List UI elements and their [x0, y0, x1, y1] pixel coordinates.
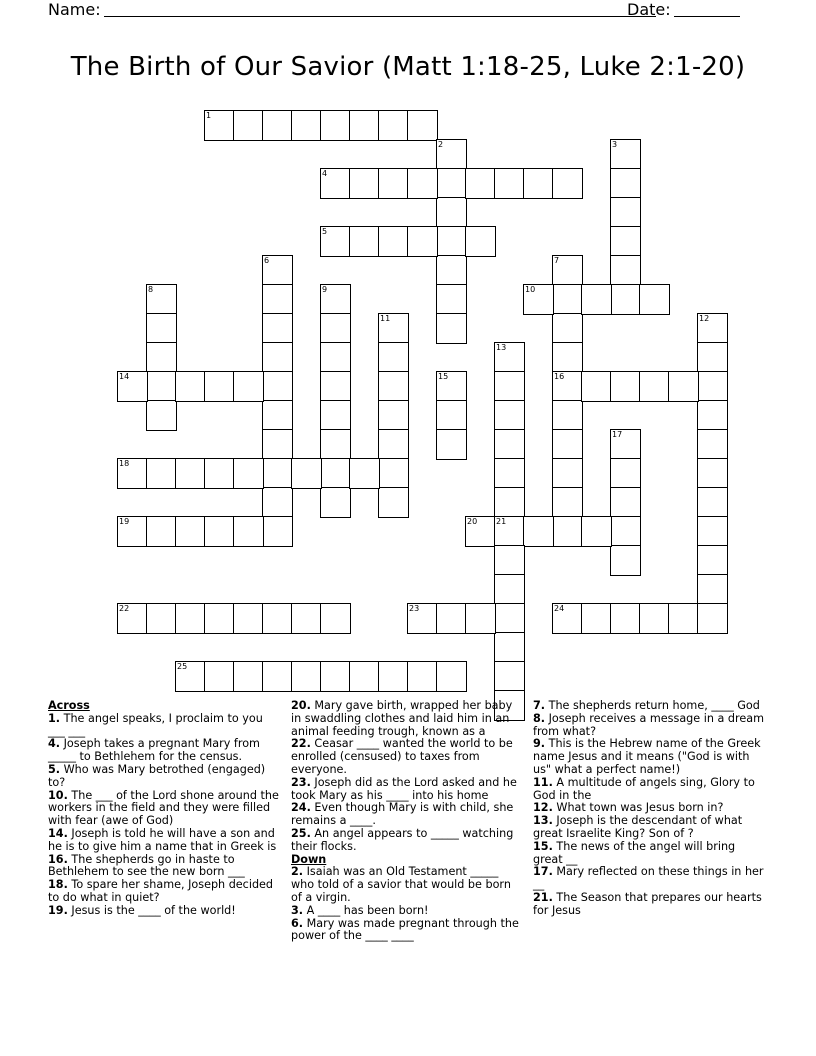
crossword-cell[interactable]	[407, 168, 438, 199]
crossword-cell[interactable]	[610, 516, 641, 547]
clue-number: 5	[322, 227, 328, 236]
crossword-cell[interactable]	[146, 603, 177, 634]
crossword-cell[interactable]	[262, 429, 293, 460]
crossword-cell[interactable]	[204, 516, 235, 547]
crossword-cell[interactable]	[697, 342, 728, 373]
crossword-cell[interactable]	[378, 458, 409, 489]
crossword-cell[interactable]	[349, 110, 380, 141]
crossword-cell[interactable]	[262, 371, 293, 402]
crossword-cell[interactable]	[610, 487, 641, 518]
crossword-cell[interactable]	[494, 371, 525, 402]
crossword-cell[interactable]	[378, 226, 409, 257]
crossword-cell[interactable]	[407, 226, 438, 257]
crossword-cell[interactable]	[349, 458, 380, 489]
clue-number: 18	[119, 459, 130, 468]
crossword-cell[interactable]	[552, 168, 583, 199]
crossword-cell[interactable]	[320, 661, 351, 692]
crossword-cell[interactable]	[204, 110, 235, 141]
crossword-cell[interactable]	[233, 603, 264, 634]
crossword-cell[interactable]	[175, 371, 206, 402]
crossword-cell[interactable]	[262, 313, 293, 344]
clue-down-12: 12. What town was Jesus born in?	[533, 801, 724, 815]
crossword-cell[interactable]	[581, 603, 612, 634]
crossword-cell[interactable]	[494, 487, 525, 518]
clue-number: 8	[148, 285, 154, 294]
crossword-cell[interactable]	[494, 661, 525, 692]
crossword-cell[interactable]	[523, 168, 554, 199]
crossword-cell[interactable]	[494, 400, 525, 431]
clue-number: 6	[264, 256, 270, 265]
crossword-cell[interactable]	[610, 545, 641, 576]
crossword-cell[interactable]	[320, 487, 351, 518]
crossword-cell[interactable]	[204, 371, 235, 402]
crossword-cell[interactable]	[117, 516, 148, 547]
crossword-cell[interactable]	[552, 603, 583, 634]
clue-down-17: 17. Mary reflected on these things in her __	[533, 865, 764, 892]
crossword-cell[interactable]	[436, 168, 467, 199]
clue-down-2: 2. Isaiah was an Old Testament _____ who told of a savior that would be born of a virgin.	[291, 865, 511, 904]
crossword-cell[interactable]	[349, 226, 380, 257]
crossword-cell[interactable]	[610, 371, 641, 402]
clue-across-24: 24. Even though Mary is with child, she remains a ____.	[291, 801, 514, 828]
crossword-cell[interactable]	[262, 661, 293, 692]
crossword-cell[interactable]	[697, 603, 728, 634]
crossword-cell[interactable]	[320, 226, 351, 257]
date-label: Date:	[627, 0, 671, 19]
crossword-cell[interactable]	[378, 487, 409, 518]
clue-number: 15	[438, 372, 449, 381]
crossword-cell[interactable]	[378, 110, 409, 141]
crossword-cell[interactable]	[697, 487, 728, 518]
crossword-cell[interactable]	[494, 516, 525, 547]
clue-down-7: 7. The shepherds return home, ____ God	[533, 699, 760, 712]
crossword-cell[interactable]	[436, 139, 467, 170]
crossword-cell[interactable]	[320, 603, 351, 634]
crossword-cell[interactable]	[610, 603, 641, 634]
crossword-cell[interactable]	[697, 429, 728, 460]
crossword-cell[interactable]	[494, 458, 525, 489]
crossword-cell[interactable]	[697, 400, 728, 431]
crossword-cell[interactable]	[204, 661, 235, 692]
crossword-cell[interactable]	[552, 400, 583, 431]
crossword-cell[interactable]	[494, 168, 525, 199]
crossword-cell[interactable]	[610, 197, 641, 228]
crossword-cell[interactable]	[552, 371, 583, 402]
crossword-cell[interactable]	[175, 603, 206, 634]
crossword-cell[interactable]	[262, 255, 293, 286]
clue-down-15: 15. The news of the angel will bring great __	[533, 839, 736, 866]
crossword-cell[interactable]	[378, 371, 409, 402]
crossword-cell[interactable]	[465, 168, 496, 199]
crossword-cell[interactable]	[146, 284, 177, 315]
crossword-cell[interactable]	[291, 661, 322, 692]
crossword-cell[interactable]	[523, 516, 554, 547]
crossword-cell[interactable]	[262, 284, 293, 315]
clue-number: 3	[612, 140, 618, 149]
crossword-cell[interactable]	[233, 661, 264, 692]
clue-across-20: 20. Mary gave birth, wrapped her baby in swaddling clothes and laid him in an animal feeding trough, known as a	[291, 699, 513, 738]
page-title: The Birth of Our Savior (Matt 1:18-25, Luke 2:1-20)	[70, 52, 746, 82]
crossword-cell[interactable]	[146, 400, 177, 431]
crossword-cell[interactable]	[465, 516, 496, 547]
crossword-cell[interactable]	[697, 458, 728, 489]
crossword-cell[interactable]	[349, 661, 380, 692]
crossword-cell[interactable]	[320, 284, 351, 315]
crossword-cell[interactable]	[146, 371, 177, 402]
crossword-cell[interactable]	[233, 458, 264, 489]
clue-number: 12	[699, 314, 710, 323]
crossword-cell[interactable]	[204, 458, 235, 489]
clue-down-8: 8. Joseph receives a message in a dream from what?	[533, 711, 764, 738]
crossword-cell[interactable]	[262, 400, 293, 431]
crossword-cell[interactable]	[320, 313, 351, 344]
clue-down-9: 9. This is the Hebrew name of the Greek name Jesus and it means ("God is with us" what a perfect name!)	[533, 737, 761, 776]
crossword-cell[interactable]	[552, 255, 583, 286]
clue-down-3: 3. A ____ has been born!	[291, 903, 429, 917]
clue-number: 1	[206, 111, 212, 120]
crossword-cell[interactable]	[233, 516, 264, 547]
crossword-cell[interactable]	[262, 342, 293, 373]
crossword-cell[interactable]	[581, 516, 612, 547]
clues-column-2	[291, 700, 523, 943]
crossword-cell[interactable]	[639, 284, 670, 315]
clue-across-19: 19. Jesus is the ____ of the world!	[48, 903, 236, 917]
crossword-cell[interactable]	[436, 197, 467, 228]
crossword-cell[interactable]	[320, 371, 351, 402]
crossword-cell[interactable]	[175, 661, 206, 692]
crossword-cell[interactable]	[146, 458, 177, 489]
clue-across-1: 1. The angel speaks, I proclaim to you ___ ___	[48, 711, 263, 738]
clue-number: 19	[119, 517, 130, 526]
crossword-cell[interactable]	[407, 661, 438, 692]
crossword-cell[interactable]	[175, 458, 206, 489]
crossword-cell[interactable]	[436, 313, 467, 344]
clue-number: 13	[496, 343, 507, 352]
crossword-cell[interactable]	[697, 371, 728, 402]
crossword-cell[interactable]	[117, 458, 148, 489]
crossword-cell[interactable]	[175, 516, 206, 547]
clue-number: 25	[177, 662, 188, 671]
crossword-cell[interactable]	[610, 139, 641, 170]
crossword-cell[interactable]	[378, 342, 409, 373]
crossword-cell[interactable]	[320, 458, 351, 489]
crossword-cell[interactable]	[610, 458, 641, 489]
crossword-cell[interactable]	[233, 371, 264, 402]
crossword-cell[interactable]	[610, 226, 641, 257]
clue-down-11: 11. A multitude of angels sing, Glory to God in the	[533, 775, 755, 802]
crossword-cell[interactable]	[291, 110, 322, 141]
clue-down-6: 6. Mary was made pregnant through the power of the ____ ____	[291, 916, 519, 943]
crossword-cell[interactable]	[581, 371, 612, 402]
crossword-cell[interactable]	[697, 574, 728, 605]
clue-down-21: 21. The Season that prepares our hearts for Jesus	[533, 890, 762, 917]
crossword-cell[interactable]	[465, 603, 496, 634]
clue-number: 7	[554, 256, 560, 265]
crossword-cell[interactable]	[552, 516, 583, 547]
crossword-cell[interactable]	[697, 545, 728, 576]
crossword-cell[interactable]	[320, 429, 351, 460]
crossword-cell[interactable]	[436, 226, 467, 257]
crossword-cell[interactable]	[494, 632, 525, 663]
crossword-cell[interactable]	[552, 429, 583, 460]
clue-across-25: 25. An angel appears to _____ watching their flocks.	[291, 826, 514, 853]
crossword-cell[interactable]	[552, 458, 583, 489]
crossword-cell[interactable]	[552, 313, 583, 344]
clue-number: 16	[554, 372, 565, 381]
crossword-cell[interactable]	[436, 661, 467, 692]
crossword-cell[interactable]	[639, 603, 670, 634]
crossword-cell[interactable]	[581, 284, 612, 315]
crossword-cell[interactable]	[117, 603, 148, 634]
clue-number: 11	[380, 314, 391, 323]
crossword-cell[interactable]	[262, 487, 293, 518]
crossword-cell[interactable]	[378, 400, 409, 431]
crossword-cell[interactable]	[146, 516, 177, 547]
crossword-cell[interactable]	[668, 371, 699, 402]
crossword-cell[interactable]	[436, 371, 467, 402]
crossword-cell[interactable]	[639, 371, 670, 402]
crossword-cell[interactable]	[436, 400, 467, 431]
clue-across-5: 5. Who was Mary betrothed (engaged) to?	[48, 762, 266, 789]
crossword-cell[interactable]	[494, 342, 525, 373]
crossword-cell[interactable]	[610, 255, 641, 286]
crossword-cell[interactable]	[262, 516, 293, 547]
clue-number: 14	[119, 372, 130, 381]
crossword-cell[interactable]	[262, 110, 293, 141]
crossword-cell[interactable]	[552, 342, 583, 373]
crossword-cell[interactable]	[552, 284, 583, 315]
crossword-cell[interactable]	[320, 342, 351, 373]
name-label: Name:	[48, 0, 101, 19]
crossword-cell[interactable]	[494, 574, 525, 605]
crossword-cell[interactable]	[697, 516, 728, 547]
crossword-cell[interactable]	[494, 429, 525, 460]
crossword-cell[interactable]	[146, 313, 177, 344]
clue-across-16: 16. The shepherds go in haste to Bethlehem to see the new born ___	[48, 852, 245, 879]
crossword-cell[interactable]	[378, 661, 409, 692]
crossword-cell[interactable]	[378, 168, 409, 199]
crossword-cell[interactable]	[320, 400, 351, 431]
crossword-cell[interactable]	[262, 603, 293, 634]
crossword-cell[interactable]	[117, 371, 148, 402]
clue-number: 23	[409, 604, 420, 613]
clue-number: 4	[322, 169, 328, 178]
across-heading: Across	[48, 699, 90, 712]
clue-across-22: 22. Ceasar ____ wanted the world to be enrolled (censused) to taxes from everyone.	[291, 737, 513, 776]
clue-number: 10	[525, 285, 536, 294]
clue-number: 22	[119, 604, 130, 613]
down-heading: Down	[291, 852, 327, 866]
crossword-cell[interactable]	[436, 284, 467, 315]
crossword-cell[interactable]	[204, 603, 235, 634]
clue-across-18: 18. To spare her shame, Joseph decided to do what in quiet?	[48, 878, 274, 904]
crossword-cell[interactable]	[378, 429, 409, 460]
crossword-cell[interactable]	[291, 458, 322, 489]
crossword-cell[interactable]	[610, 168, 641, 199]
crossword-cell[interactable]	[552, 487, 583, 518]
crossword-cell[interactable]	[523, 284, 554, 315]
crossword-cell[interactable]	[610, 429, 641, 460]
crossword-cell[interactable]	[494, 545, 525, 576]
crossword-cell[interactable]	[436, 603, 467, 634]
crossword-cell[interactable]	[436, 255, 467, 286]
crossword-cell[interactable]	[262, 458, 293, 489]
clue-number: 21	[496, 517, 507, 526]
clue-number: 20	[467, 517, 478, 526]
clue-across-4: 4. Joseph takes a pregnant Mary from _____ to Bethlehem for the census.	[48, 737, 260, 764]
clue-across-10: 10. The ___ of the Lord shone around the workers in the field and they were filled with fear (awe of God)	[48, 788, 279, 828]
crossword-cell[interactable]	[378, 313, 409, 344]
clues-column-1	[48, 700, 280, 918]
crossword-cell[interactable]	[697, 313, 728, 344]
clue-number: 24	[554, 604, 565, 613]
crossword-cell[interactable]	[349, 168, 380, 199]
clue-across-23: 23. Joseph did as the Lord asked and he took Mary as his ____ into his home	[291, 775, 517, 802]
crossword-cell[interactable]	[320, 110, 351, 141]
clue-number: 17	[612, 430, 623, 439]
crossword-cell[interactable]	[436, 429, 467, 460]
crossword-cell[interactable]	[494, 603, 525, 634]
crossword-cell[interactable]	[291, 603, 322, 634]
crossword-cell[interactable]	[146, 342, 177, 373]
clue-down-13: 13. Joseph is the descendant of what great Israelite King? Son of ?	[533, 814, 743, 840]
clue-across-14: 14. Joseph is told he will have a son and he is to give him a name that in Greek is	[48, 826, 277, 853]
crossword-cell[interactable]	[465, 226, 496, 257]
clues-column-3	[533, 700, 765, 918]
crossword-cell[interactable]	[233, 110, 264, 141]
crossword-cell[interactable]	[407, 110, 438, 141]
clue-number: 9	[322, 285, 328, 294]
crossword-cell[interactable]	[320, 168, 351, 199]
crossword-cell[interactable]	[668, 603, 699, 634]
crossword-cell[interactable]	[407, 603, 438, 634]
crossword-cell[interactable]	[610, 284, 641, 315]
clue-number: 2	[438, 140, 444, 149]
